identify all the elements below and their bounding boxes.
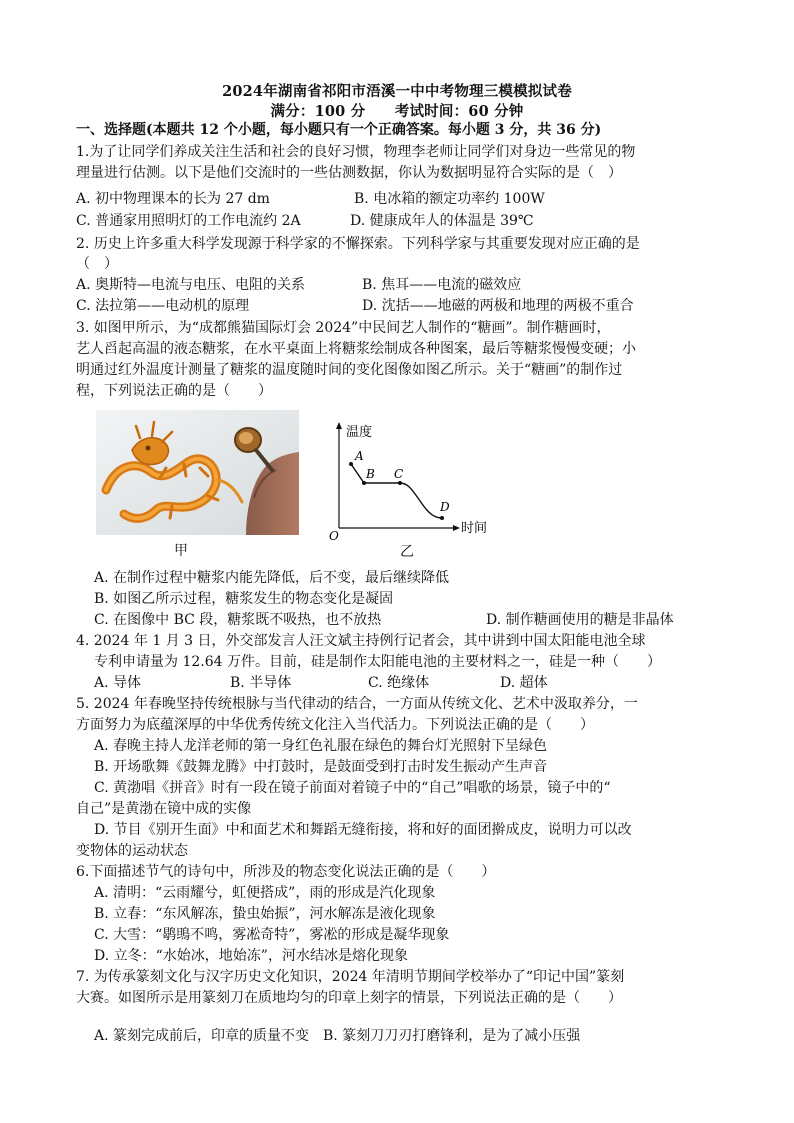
q1-stem-line1: 1.为了让同学们养成关注生活和社会的良好习惯，物理李老师让同学们对身边一些常见的物 bbox=[76, 144, 636, 160]
q4-stem-line2: 专利申请量为 12.64 万件。目前，硅是制作太阳能电池的主要材料之一，硅是一种（ ） bbox=[94, 654, 661, 670]
exam-meta: 满分：100 分 考试时间：60 分钟 bbox=[270, 103, 524, 120]
q7-stem-line2: 大赛。如图所示是用篆刻刀在质地均匀的印章上刻字的情景，下列说法正确的是（ ） bbox=[76, 990, 622, 1006]
q2-option-c: C. 法拉第——电动机的原理 bbox=[76, 298, 250, 314]
q4-option-b: B. 半导体 bbox=[230, 675, 292, 691]
q3-option-a: A. 在制作过程中糖浆内能先降低，后不变，最后继续降低 bbox=[94, 570, 450, 586]
q7-options-ab: A. 篆刻完成前后，印章的质量不变 B. 篆刻刀刀刃打磨锋利，是为了减小压强 bbox=[94, 1028, 581, 1044]
q4-option-c: C. 绝缘体 bbox=[368, 675, 430, 691]
graph-label-d: D bbox=[440, 500, 450, 514]
q1-option-a: A. 初中物理课本的长为 27 dm bbox=[76, 191, 270, 207]
graph-label-a: A bbox=[355, 449, 364, 463]
q5-option-b: B. 开场歌舞《鼓舞龙腾》中打鼓时，是鼓面受到打击时发生振动产生声音 bbox=[94, 759, 548, 775]
q6-option-b: B. 立春：“东风解冻，蛰虫始振”，河水解冻是液化现象 bbox=[94, 906, 436, 922]
q5-option-a: A. 春晚主持人龙洋老师的第一身红色礼服在绿色的舞台灯光照射下呈绿色 bbox=[94, 738, 548, 754]
graph-point-b bbox=[362, 481, 366, 485]
graph-ylabel: 温度 bbox=[346, 425, 373, 440]
q1-option-b: B. 电冰箱的额定功率约 100W bbox=[354, 191, 545, 207]
graph-point-a bbox=[349, 462, 353, 466]
graph-label-c: C bbox=[394, 467, 404, 481]
q3-option-d: D. 制作糖画使用的糖是非晶体 bbox=[486, 612, 674, 628]
section-heading: 一、选择题(本题共 12 个小题，每小题只有一个正确答案。每小题 3 分，共 36 分) bbox=[76, 122, 602, 138]
q3-stem-line1: 3. 如图甲所示，为“成都熊猫国际灯会 2024”中民间艺人制作的“糖画”。制作糖画时， bbox=[76, 320, 611, 336]
q5-option-d-line1: D. 节目《别开生面》中和面艺术和舞蹈无缝衔接，将和好的面团擀成皮，说明力可以改 bbox=[94, 822, 632, 838]
q4-option-d: D. 超体 bbox=[500, 675, 548, 691]
q1-stem-line2: 理量进行估测。以下是他们交流时的一些估测数据，你认为数据明显符合实际的是（ ） bbox=[76, 165, 622, 181]
q6-stem: 6.下面描述节气的诗句中，所涉及的物态变化说法正确的是（ ） bbox=[76, 864, 496, 880]
q5-stem-line1: 5. 2024 年春晚坚持传统根脉与当代律动的结合，一方面从传统文化、艺术中汲取养分，一 bbox=[76, 696, 638, 712]
graph-x-arrow bbox=[453, 525, 460, 531]
q6-option-d: D. 立冬：“水始冰，地始冻”，河水结冰是熔化现象 bbox=[94, 948, 408, 964]
q6-option-c: C. 大雪：“鹖鴠不鸣，雾凇奇特”，雾凇的形成是凝华现象 bbox=[94, 927, 450, 943]
graph-origin: O bbox=[329, 529, 339, 543]
q3-stem-line4: 程，下列说法正确的是（ ） bbox=[76, 383, 272, 399]
q3-option-b: B. 如图乙所示过程，糖浆发生的物态变化是凝固 bbox=[94, 591, 394, 607]
q1-option-d: D. 健康成年人的体温是 39℃ bbox=[350, 213, 534, 229]
exam-title: 2024年湖南省祁阳市浯溪一中中考物理三模模拟试卷 bbox=[222, 83, 572, 100]
q2-stem-line2: （ ） bbox=[76, 256, 118, 272]
q5-option-c-line2: 自己”是黄渤在镜中成的实像 bbox=[76, 801, 252, 817]
sugar-dragon-illustration bbox=[96, 410, 299, 535]
q3-stem-line2: 艺人舀起高温的液态糖浆，在水平桌面上将糖浆绘制成各种图案，最后等糖浆慢慢变硬；小 bbox=[76, 341, 636, 357]
graph-xlabel: 时间 bbox=[461, 521, 488, 536]
q3-option-c: C. 在图像中 BC 段，糖浆既不吸热，也不放热 bbox=[94, 612, 382, 628]
q5-option-c-line1: C. 黄渤唱《拼音》时有一段在镜子前面对着镜子中的“自己”唱歌的场景，镜子中的“ bbox=[94, 780, 611, 796]
q5-stem-line2: 方面努力为底蕴深厚的中华优秀传统文化注入当代活力。下列说法正确的是（ ） bbox=[76, 717, 594, 733]
figure-label-jia: 甲 bbox=[174, 543, 188, 559]
q3-stem-line3: 明通过红外温度计测量了糖浆的温度随时间的变化图像如图乙所示。关于“糖画”的制作过 bbox=[76, 362, 623, 378]
q2-option-b: B. 焦耳——电流的磁效应 bbox=[362, 277, 522, 293]
graph-y-arrow bbox=[336, 422, 342, 429]
graph-point-c bbox=[398, 481, 402, 485]
q6-option-a: A. 清明：“云雨耀兮，虹便搭成”，雨的形成是汽化现象 bbox=[94, 885, 436, 901]
sugar-dragon-photo bbox=[96, 410, 299, 535]
q1-option-c: C. 普通家用照明灯的工作电流约 2A bbox=[76, 213, 301, 229]
q2-stem-line1: 2. 历史上许多重大科学发现源于科学家的不懈探索。下列科学家与其重要发现对应正确的是 bbox=[76, 236, 640, 252]
q5-option-d-line2: 变物体的运动状态 bbox=[76, 843, 188, 859]
q7-stem-line1: 7. 为传承篆刻文化与汉字历史文化知识，2024 年清明节期间学校举办了“印记中国”篆刻 bbox=[76, 969, 625, 985]
graph-label-b: B bbox=[366, 467, 375, 481]
temperature-time-graph bbox=[326, 418, 496, 544]
q2-option-d: D. 沈括——地磁的两极和地理的两极不重合 bbox=[362, 298, 634, 314]
q4-stem-line1: 4. 2024 年 1 月 3 日，外交部发言人汪文斌主持例行记者会，其中讲到中国太阳能电池全球 bbox=[76, 633, 646, 649]
q4-option-a: A. 导体 bbox=[94, 675, 142, 691]
graph-point-d bbox=[440, 516, 444, 520]
figure-label-yi: 乙 bbox=[400, 544, 414, 560]
q2-option-a: A. 奥斯特—电流与电压、电阻的关系 bbox=[76, 277, 306, 293]
